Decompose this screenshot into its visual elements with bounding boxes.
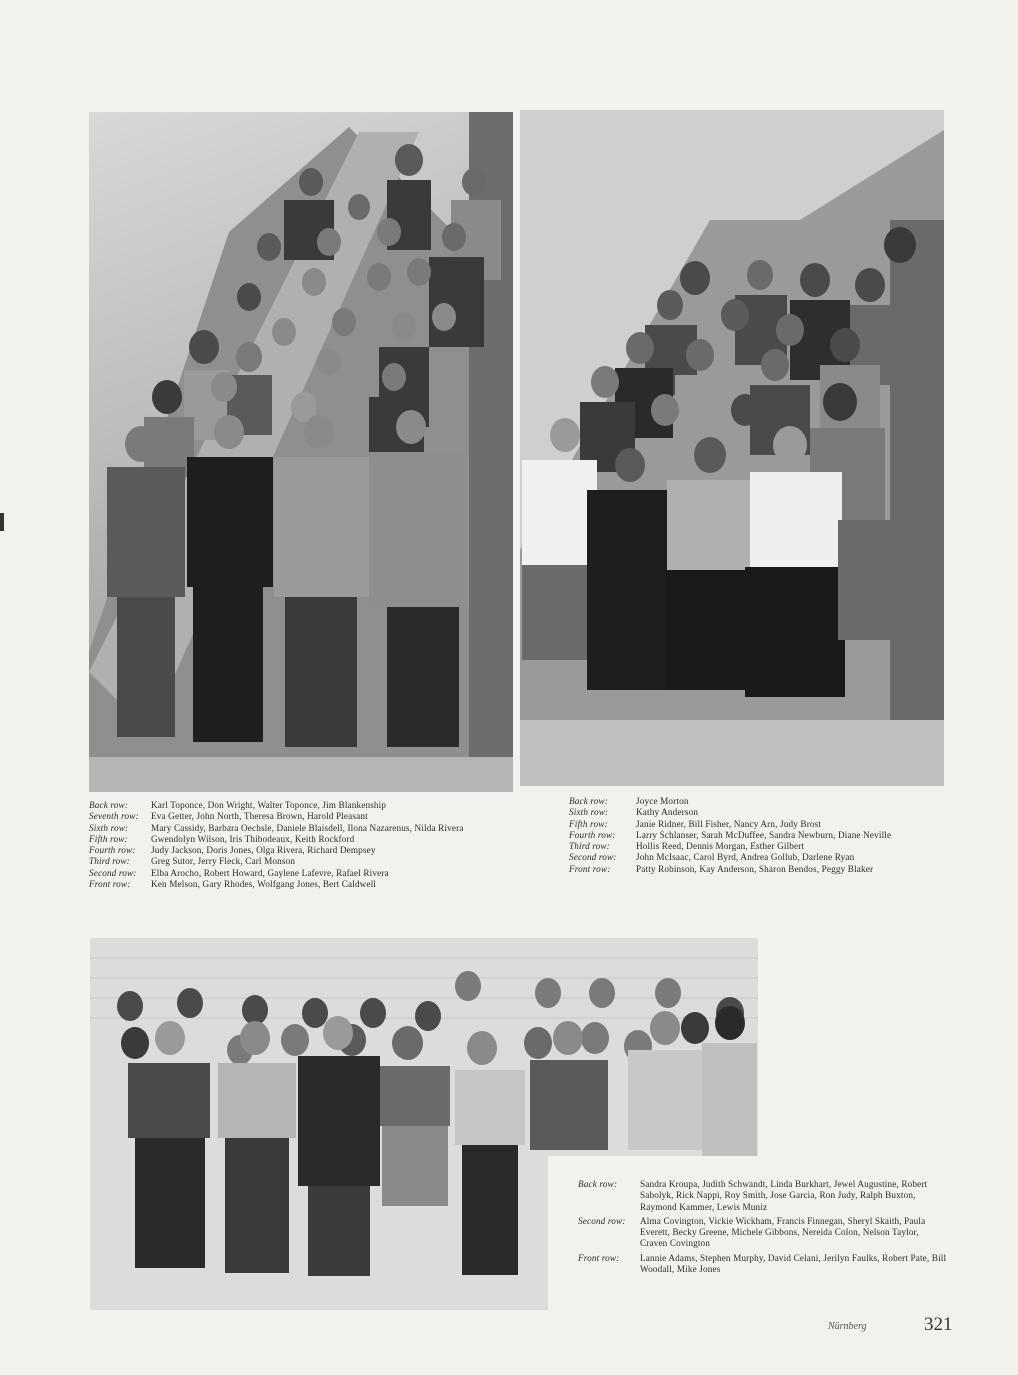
row-names: Alma Covington, Vickie Wickham, Francis Finnegan, Sheryl Skaith, Paula Everett, Becky Greene, Michele Gibbons, Nereida Colon, Nelson Taylor, Craven Covington: [640, 1215, 926, 1249]
row-names: Hollis Reed, Dennis Morgan, Esther Gilbert: [636, 841, 805, 852]
row-names: Kathy Anderson: [636, 807, 699, 818]
row-label: Front row:: [89, 879, 131, 890]
footer-town: Nürnberg: [828, 1321, 867, 1332]
row-names: Janie Ridner, Bill Fisher, Nancy Arn, Judy Brost: [636, 818, 822, 829]
row-label: Second row:: [89, 867, 137, 878]
caption-row: [89, 834, 469, 845]
row-label: Front row:: [569, 863, 611, 874]
caption-row: [578, 1179, 948, 1213]
caption-row: [569, 807, 949, 818]
caption-group-2: [569, 796, 949, 875]
caption-row: [89, 811, 469, 822]
row-label: Sixth row:: [569, 807, 609, 818]
caption-row: [89, 879, 469, 890]
row-names: Patty Robinson, Kay Anderson, Sharon Bendos, Peggy Blaker: [636, 863, 874, 874]
caption-row: [569, 841, 949, 852]
row-label: Fourth row:: [569, 829, 616, 840]
row-names: Sandra Kroupa, Judith Schwandt, Linda Burkhart, Jewel Augustine, Robert Sabolyk, Rick Nappi, Roy Smith, Jose Garcia, Ron Judy, Ralph Buxton, Raymond Kammer, Lewis Muniz: [640, 1179, 928, 1212]
scan-edge-mark: [0, 513, 4, 531]
group-photo-1: [89, 112, 513, 792]
row-names: Ken Melson, Gary Rhodes, Wolfgang Jones, Bert Caldwell: [151, 879, 377, 890]
row-label: Back row:: [569, 796, 609, 806]
row-names: John McIsaac, Carol Byrd, Andrea Gollub, Darlene Ryan: [636, 852, 855, 863]
caption-row: [569, 852, 949, 863]
row-names: Mary Cassidy, Barbara Oechsle, Daniele Blaisdell, Ilona Nazarenus, Nilda Rivera: [151, 822, 464, 833]
caption-group-1: [89, 800, 469, 890]
caption-row: [89, 823, 469, 834]
row-label: Fifth row:: [89, 833, 128, 844]
caption-row: [569, 796, 949, 807]
caption-row: [569, 830, 949, 841]
caption-row: [89, 856, 469, 867]
row-label: Fourth row:: [89, 845, 136, 856]
row-names: Lannie Adams, Stephen Murphy, David Celani, Jerilyn Faulks, Robert Pate, Bill Woodall, Mike Jones: [640, 1252, 947, 1275]
row-names: Larry Schlanser, Sarah McDuffee, Sandra Newburn, Diane Neville: [636, 829, 892, 840]
caption-row: [578, 1216, 948, 1250]
caption-row: [569, 864, 949, 875]
row-label: Back row:: [578, 1179, 618, 1189]
row-label: Second row:: [578, 1215, 626, 1226]
row-label: Fifth row:: [569, 818, 608, 829]
row-names: Karl Toponce, Don Wright, Walter Toponce, Jim Blankenship: [151, 800, 387, 810]
row-label: Front row:: [578, 1252, 620, 1263]
row-label: Third row:: [89, 856, 130, 867]
group-photo-2: [520, 110, 944, 786]
caption-row: [89, 800, 469, 811]
caption-row: [578, 1253, 948, 1276]
row-label: Seventh row:: [89, 811, 139, 822]
caption-row: [569, 819, 949, 830]
row-names: Gwendolyn Wilson, Iris Thibodeaux, Keith Rockford: [151, 833, 355, 844]
row-label: Second row:: [569, 852, 617, 863]
row-label: Back row:: [89, 800, 129, 810]
row-label: Third row:: [569, 841, 610, 852]
page-number: 321: [924, 1314, 953, 1335]
caption-group-3: [578, 1179, 948, 1275]
row-label: Sixth row:: [89, 822, 129, 833]
row-names: Eva Getter, John North, Theresa Brown, Harold Pleasant: [151, 811, 368, 822]
row-names: Elba Arocho, Robert Howard, Gaylene Lafevre, Rafael Rivera: [151, 867, 389, 878]
row-names: Judy Jackson, Doris Jones, Olga Rivera, Richard Dempsey: [151, 845, 376, 856]
row-names: Joyce Morton: [636, 796, 689, 806]
row-names: Greg Sutor, Jerry Fleck, Carl Monson: [151, 856, 296, 867]
caption-row: [89, 868, 469, 879]
caption-row: [89, 845, 469, 856]
